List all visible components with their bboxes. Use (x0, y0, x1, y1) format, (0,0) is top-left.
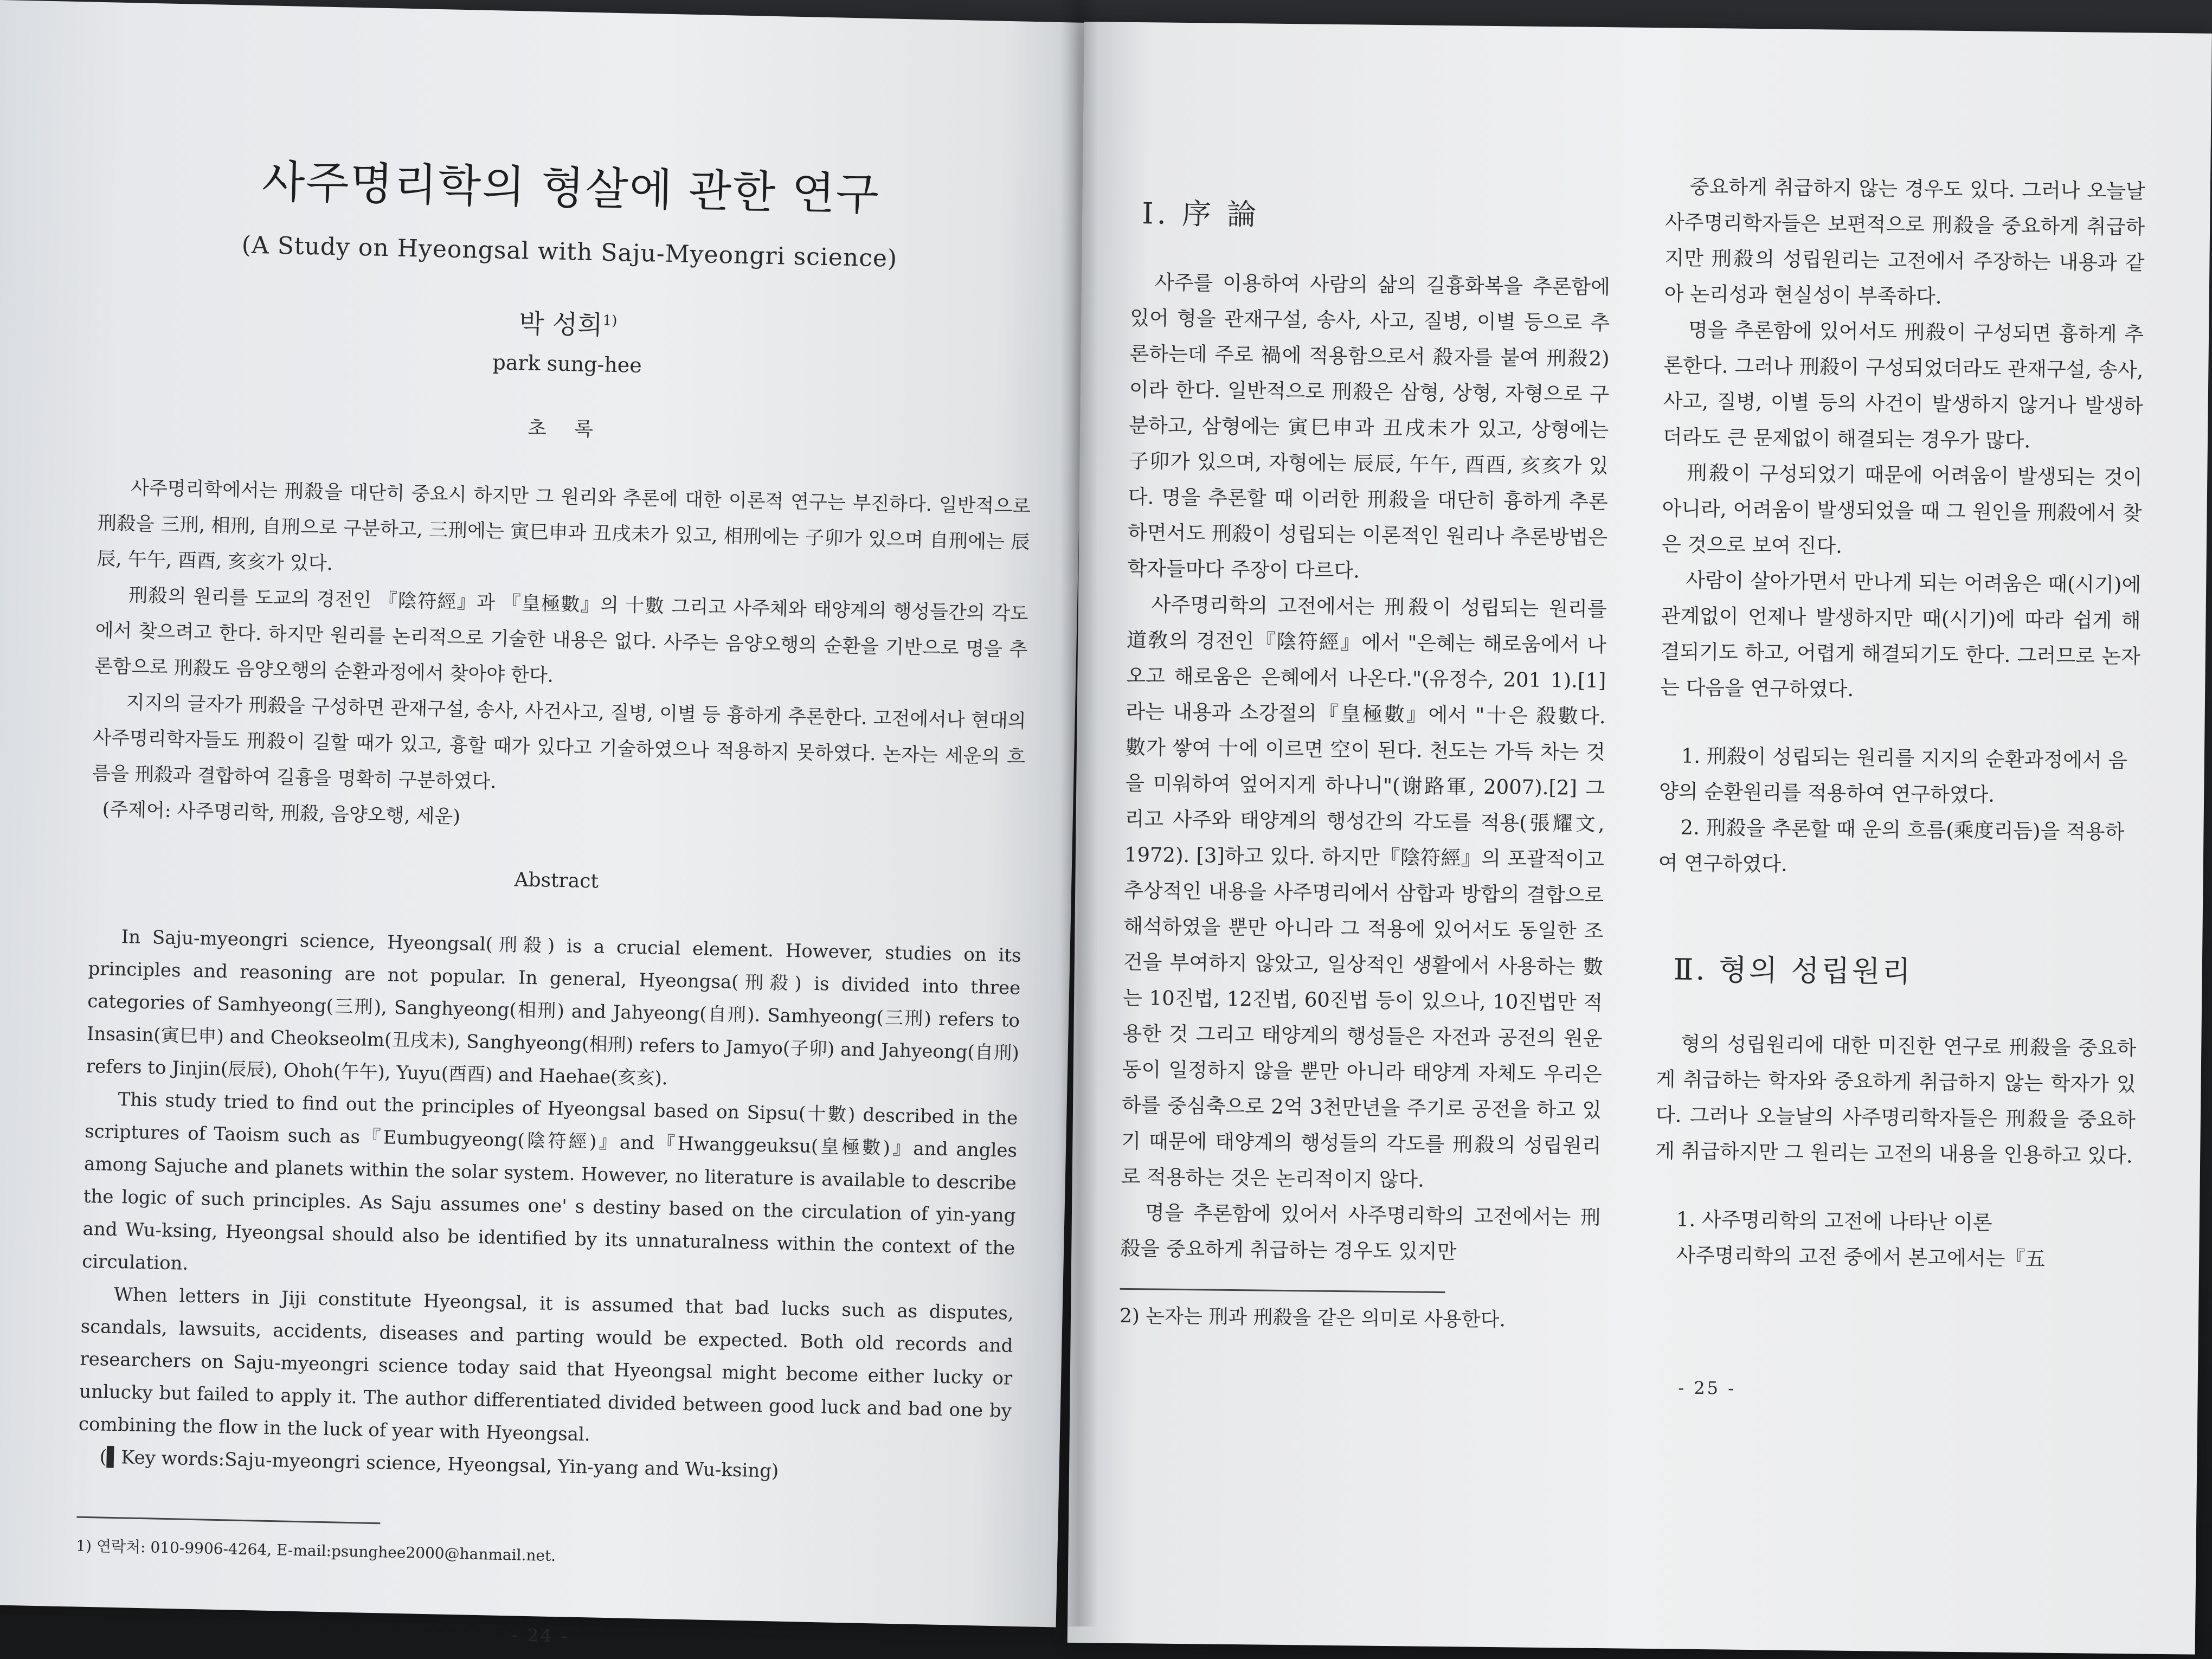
right-page (1068, 22, 2212, 1655)
section-heading-principles: Ⅱ. 형의 성립원리 (1673, 952, 1913, 989)
abstract-english-paragraph: When letters in Jiji constitute Hyeongsal, it is assumed that bad lucks such as disputes, scandals, lawsuits, accidents, diseases and parting would be expected. Both old records and researchers on Saju-myeongri science today said that Hyeongsal might become either lucky or unlucky but failed to apply it. The author differentiated divided between good luck and bad one by combining the flow in the luck of year with Hyeongsal. (78, 1283, 1014, 1446)
page-number-left: - 24 - (511, 1624, 570, 1647)
author-korean (101, 294, 1034, 351)
spacer (1660, 705, 2140, 743)
spacer (1655, 1169, 2135, 1206)
two-column-layout (1119, 163, 2145, 1382)
footnote-divider (1120, 1288, 1445, 1293)
body-paragraph: 사주명리학의 고전에서는 刑殺이 성립되는 원리를 道敎의 경전인『陰符經』에서 "은혜는 해로움에서 나오고 해로움은 은혜에서 나온다."(유정수, 201 1).[1]라는 내용과 소강절의『皇極數』에서 "十은 殺數다. 數가 쌓여 十에 이르면 空이 된다. 천도는 가득 차는 것을 미워하여 엎어지게 하나니"(谢路軍, 2007).[2] 그리고 사주와 태양계의 행성간의 각도를 적용(張耀文, 1972). [3]하고 있다. 하지만『陰符經』의 포괄적이고 추상적인 내용을 사주명리에서 삼합과 방합의 결합으로 해석하였을 뿐만 아니라 그 적용에 있어서도 동일한 조건을 부여하지 않았고, 일상적인 생활에서 사용하는 數는 10진법, 12진법, 60진법 등이 있으나, 10진법만 적용한 것 그리고 태양계의 행성들은 자전과 공전의 원운동이 일정하지 않을 뿐만 아니라 태양계 자체도 우리은하를 중심축으로 2억 3천만년을 주기로 공전을 하고 있기 때문에 태양계의 행성들의 각도를 刑殺의 성립원리로 적용하는 것은 논리적이지 않다. (1121, 593, 1607, 1192)
abstract-english-paragraph: In Saju-myeongri science, Hyeongsal(刑殺) is a crucial element. However, studies on its principles and reasoning are not popular. In general, Hyeongsa(刑殺) is divided into three categories of Samhyeong(三刑), Sanghyeong(相刑) and Jahyeong(自刑). Samhyeong(三刑) refers to Insasin(寅巳申) and Cheokseolm(丑戌未), Sanghyeong(相刑) refers to Jamyo(子卯) and Jahyeong(自刑) refers to Jinjin(辰辰), Ohoh(午午), Yuyu(酉酉) and Haehae(亥亥). (86, 926, 1021, 1090)
author-footnote-marker: 1) (602, 312, 618, 329)
paper-subtitle: (A Study on Hyeongsal with Saju-Myeongri science) (241, 231, 898, 273)
abstract-english (78, 920, 1021, 1460)
section-heading-introduction: Ⅰ. 序 論 (1141, 196, 1260, 232)
abstract-korean-label: 초 록 (527, 417, 605, 441)
body-paragraph: 명을 추론함에 있어서도 刑殺이 구성되면 흉하게 추론한다. 그러나 刑殺이 구성되었더라도 관재구설, 송사, 사고, 질병, 이별 등의 사건이 발생하지 않거나 발생하더라도 큰 문제없이 해결되는 경우가 많다. (1662, 318, 2144, 453)
body-paragraph: 중요하게 취급하지 않는 경우도 있다. 그러나 오늘날 사주명리학자들은 보편적으로 刑殺을 중요하게 취급하지만 刑殺의 성립원리는 고전에서 주장하는 내용과 같아 논리성과 현실성이 부족하다. (1664, 175, 2146, 308)
author-english: park sung-hee (492, 350, 642, 377)
keywords-english: (▌Key words:Saju-myeongri science, Hyeongsal, Yin-yang and Wu-ksing) (99, 1446, 779, 1482)
column-right (1653, 169, 2145, 1382)
body-paragraph: 사람이 살아가면서 만나게 되는 어려움은 때(시기)에 관계없이 언제나 발생하지만 때(시기)에 따라 쉽게 해결되기도 하고, 어렵게 해결되기도 한다. 그러므로 논자는 다음을 연구하였다. (1660, 568, 2142, 701)
author-korean-name: 박 성희 (518, 308, 603, 341)
research-list-item: 1. 刑殺이 성립되는 원리를 지지의 순환과정에서 음양의 순환원리를 적용하여 연구하였다. (1658, 744, 2128, 807)
footnote-term-note: 2) 논자는 刑과 刑殺을 같은 의미로 사용한다. (1119, 1304, 1506, 1332)
left-page (0, 0, 1090, 1647)
page-number-right: - 25 - (1678, 1377, 1737, 1399)
body-paragraph: 형의 성립원리에 대한 미진한 연구로 刑殺을 중요하게 취급하는 학자와 중요하게 취급하지 않는 학자가 있다. 그러나 오늘날의 사주명리학자들은 刑殺을 중요하게 취급하지만 그 원리는 고전의 내용을 인용하고 있다. (1655, 1032, 2137, 1168)
body-paragraph: 刑殺이 구성되었기 때문에 어려움이 발생되는 것이 아니라, 어려움이 발생되었을 때 그 원인을 刑殺에서 찾은 것으로 보여 진다. (1661, 461, 2143, 558)
research-list-item: 2. 刑殺을 추론할 때 운의 흐름(乘度리듬)을 적용하여 연구하였다. (1658, 815, 2125, 876)
subsection-heading: 1. 사주명리학의 고전에 나타난 이론 (1676, 1207, 1992, 1234)
column-left (1119, 163, 1611, 1377)
subsection-text: 사주명리학의 고전 중에서 본고에서는『五 (1676, 1243, 2046, 1271)
keywords-korean: (주제어: 사주명리학, 刑殺, 음양오행, 세운) (102, 799, 461, 828)
abstract-korean (92, 470, 1031, 811)
footnote-contact: 1) 연락처: 010-9906-4264, E-mail:psunghee2000@hanmail.net. (75, 1536, 556, 1565)
abstract-english-paragraph: This study tried to find out the principles of Hyeongsal based on Sipsu(十數) described in the scriptures of Taoism such as『Eumbugyeong(陰符經)』and『Hwanggeuksu(皇極數)』and angles among Sajuche and planets within the solar system. However, no literature is available to describe the logic of such principles. As Saju assumes one' s destiny based on the circulation of yin-yang and Wu-ksing, Hyeongsal should also be identified by its unnaturalness within the context of the circulation. (81, 1089, 1018, 1275)
abstract-korean-paragraph: 刑殺의 원리를 도교의 경전인 『陰符經』과 『皇極數』의 十數 그리고 사주체와 태양계의 행성들간의 각도에서 찾으려고 한다. 하지만 원리를 논리적으로 기술한 내용은 없다. 사주는 음양오행의 순환을 기반으로 명을 추론함으로 刑殺도 음양오행의 순환과정에서 찾아야 한다. (94, 584, 1029, 687)
abstract-english-label: Abstract (514, 869, 599, 893)
paper-title: 사주명리학의 형살에 관한 연구 (261, 156, 880, 221)
footnote-divider (76, 1516, 380, 1525)
body-paragraph: 명을 추론함에 있어서 사주명리학의 고전에서는 刑殺을 중요하게 취급하는 경우도 있지만 (1120, 1201, 1601, 1264)
abstract-korean-paragraph: 지지의 글자가 刑殺을 구성하면 관재구설, 송사, 사건사고, 질병, 이별 등 흉하게 추론한다. 고전에서나 현대의 사주명리학자들도 刑殺이 길할 때가 있고, 흉할 때가 있다고 기술하였으나 적용하지 못하였다. 논자는 세운의 흐름을 刑殺과 결합하여 길흉을 명확히 구분하였다. (92, 692, 1026, 793)
body-paragraph: 사주를 이용하여 사람의 삶의 길흉화복을 추론함에 있어 형을 관재구설, 송사, 사고, 질병, 이별 등으로 추론하는데 주로 禍에 적용함으로서 殺자를 붙여 刑殺2)이라 한다. 일반적으로 刑殺은 삼형, 상형, 자형으로 구분하고, 삼형에는 寅巳申과 丑戌未가 있고, 상형에는 子卯가 있으며, 자형에는 辰辰, 午午, 酉酉, 亥亥가 있다. 명을 추론할 때 이러한 刑殺을 대단히 흉하게 추론하면서도 刑殺이 성립되는 이론적인 원리나 추론방법은 학자들마다 주장이 다르다. (1127, 271, 1611, 583)
book-spine-shadow (1060, 0, 1098, 1626)
abstract-korean-paragraph: 사주명리학에서는 刑殺을 대단히 중요시 하지만 그 원리와 추론에 대한 이론적 연구는 부진하다. 일반적으로 刑殺을 三刑, 相刑, 自刑으로 구분하고, 三刑에는 寅巳申과 丑戌未가 있고, 相刑에는 子卯가 있으며 自刑에는 辰辰, 午午, 酉酉, 亥亥가 있다. (97, 477, 1031, 575)
